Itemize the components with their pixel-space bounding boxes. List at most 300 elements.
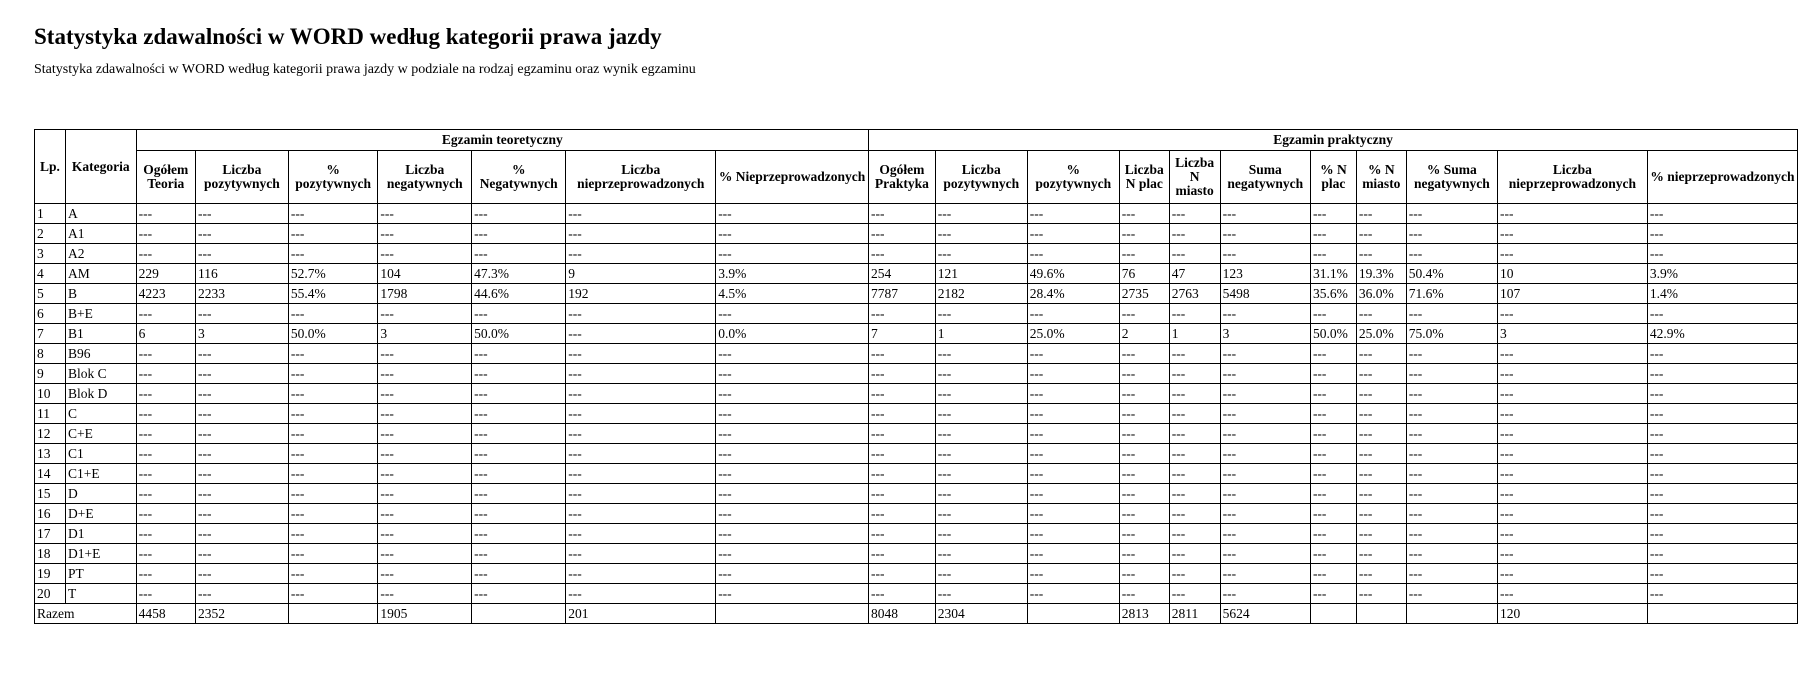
data-cell: --- <box>566 344 716 364</box>
data-cell: --- <box>1647 384 1797 404</box>
total-cell: 201 <box>566 604 716 624</box>
data-cell: --- <box>1647 364 1797 384</box>
page-subtitle: Statystyka zdawalności w WORD według kategorii prawa jazdy w podziale na rodzaj egzaminu oraz wynik egzaminu <box>34 62 696 77</box>
data-cell: --- <box>716 464 869 484</box>
data-cell: --- <box>869 244 936 264</box>
data-cell: 35.6% <box>1310 284 1356 304</box>
data-cell: --- <box>1169 464 1220 484</box>
data-cell: --- <box>935 304 1027 324</box>
data-cell: --- <box>378 544 472 564</box>
data-cell: 3 <box>1220 324 1310 344</box>
data-cell: --- <box>935 384 1027 404</box>
data-cell: --- <box>1220 224 1310 244</box>
total-cell: 2352 <box>195 604 288 624</box>
data-cell: --- <box>472 364 566 384</box>
col-header-p-ppoz: % pozytywnych <box>1027 151 1119 204</box>
data-cell: --- <box>935 504 1027 524</box>
data-cell: --- <box>288 444 378 464</box>
data-cell: --- <box>1027 304 1119 324</box>
row-number: 18 <box>35 544 66 564</box>
data-cell: --- <box>1406 424 1497 444</box>
data-cell: 5498 <box>1220 284 1310 304</box>
data-cell: 2233 <box>195 284 288 304</box>
data-cell: --- <box>1647 564 1797 584</box>
data-cell: --- <box>136 524 195 544</box>
data-cell: --- <box>1310 224 1356 244</box>
total-cell: 2813 <box>1119 604 1169 624</box>
col-header-p-pnplac: % N plac <box>1310 151 1356 204</box>
data-cell: --- <box>1406 584 1497 604</box>
data-cell: --- <box>472 424 566 444</box>
category-cell: D+E <box>65 504 136 524</box>
data-cell: --- <box>1169 224 1220 244</box>
data-cell: --- <box>566 444 716 464</box>
data-cell: 3 <box>195 324 288 344</box>
category-cell: B1 <box>65 324 136 344</box>
category-cell: AM <box>65 264 136 284</box>
data-cell: --- <box>1027 504 1119 524</box>
data-cell: --- <box>1356 424 1406 444</box>
data-cell: --- <box>935 404 1027 424</box>
data-cell: --- <box>1119 444 1169 464</box>
data-cell: --- <box>136 204 195 224</box>
data-cell: --- <box>1119 524 1169 544</box>
data-cell: --- <box>1169 524 1220 544</box>
total-cell: 5624 <box>1220 604 1310 624</box>
data-cell: --- <box>1310 244 1356 264</box>
row-number: 14 <box>35 464 66 484</box>
data-cell: 3.9% <box>716 264 869 284</box>
data-cell: --- <box>288 564 378 584</box>
data-cell: 76 <box>1119 264 1169 284</box>
data-cell: --- <box>1497 424 1647 444</box>
data-cell: --- <box>1220 524 1310 544</box>
data-cell: --- <box>288 304 378 324</box>
category-cell: Blok C <box>65 364 136 384</box>
data-cell: 3 <box>1497 324 1647 344</box>
total-cell <box>472 604 566 624</box>
data-cell: --- <box>935 544 1027 564</box>
data-cell: --- <box>1647 224 1797 244</box>
data-cell: --- <box>1497 244 1647 264</box>
data-cell: --- <box>378 404 472 424</box>
data-cell: --- <box>935 464 1027 484</box>
data-cell: --- <box>136 584 195 604</box>
row-number: 15 <box>35 484 66 504</box>
data-cell: --- <box>1497 544 1647 564</box>
data-cell: --- <box>869 344 936 364</box>
data-cell: --- <box>288 524 378 544</box>
data-cell: --- <box>869 304 936 324</box>
col-header-p-sumaneg: Suma negatywnych <box>1220 151 1310 204</box>
data-cell: --- <box>1647 244 1797 264</box>
col-header-p-psumaneg: % Suma negatywnych <box>1406 151 1497 204</box>
data-cell: 9 <box>566 264 716 284</box>
data-cell: --- <box>1356 404 1406 424</box>
data-cell: --- <box>378 564 472 584</box>
data-cell: --- <box>566 224 716 244</box>
data-cell: --- <box>378 224 472 244</box>
data-cell: 25.0% <box>1027 324 1119 344</box>
row-number: 7 <box>35 324 66 344</box>
data-cell: --- <box>136 544 195 564</box>
data-cell: --- <box>472 344 566 364</box>
data-cell: --- <box>935 484 1027 504</box>
data-cell: --- <box>195 444 288 464</box>
data-cell: 55.4% <box>288 284 378 304</box>
total-cell: 1905 <box>378 604 472 624</box>
col-header-p-pniep: % nieprzeprowadzonych <box>1647 151 1797 204</box>
col-header-t-neg: Liczba negatywnych <box>378 151 472 204</box>
data-cell: --- <box>472 544 566 564</box>
col-header-p-nplac: Liczba N plac <box>1119 151 1169 204</box>
row-number: 12 <box>35 424 66 444</box>
data-cell: --- <box>566 244 716 264</box>
data-cell: --- <box>1356 344 1406 364</box>
data-cell: --- <box>1169 344 1220 364</box>
data-cell: --- <box>1027 444 1119 464</box>
row-number: 17 <box>35 524 66 544</box>
data-cell: --- <box>566 364 716 384</box>
data-cell: --- <box>1119 464 1169 484</box>
data-cell: --- <box>1119 384 1169 404</box>
data-cell: 75.0% <box>1406 324 1497 344</box>
data-cell: --- <box>1169 244 1220 264</box>
data-cell: --- <box>378 344 472 364</box>
data-cell: 254 <box>869 264 936 284</box>
data-cell: --- <box>869 384 936 404</box>
data-cell: --- <box>1119 344 1169 364</box>
data-cell: --- <box>378 244 472 264</box>
data-cell: --- <box>1310 564 1356 584</box>
col-header-p-ogolem: Ogółem Praktyka <box>869 151 936 204</box>
data-cell: --- <box>1356 564 1406 584</box>
data-cell: --- <box>1497 404 1647 424</box>
data-cell: --- <box>1027 524 1119 544</box>
data-cell: --- <box>935 444 1027 464</box>
data-cell: --- <box>1027 244 1119 264</box>
group-header-praktyka: Egzamin praktyczny <box>869 130 1798 151</box>
table-row <box>35 524 1798 544</box>
total-cell: 2304 <box>935 604 1027 624</box>
data-cell: --- <box>1406 304 1497 324</box>
category-cell: B96 <box>65 344 136 364</box>
data-cell: --- <box>1220 464 1310 484</box>
total-cell <box>716 604 869 624</box>
total-cell <box>1647 604 1797 624</box>
data-cell: --- <box>935 524 1027 544</box>
data-cell: --- <box>1169 544 1220 564</box>
data-cell: --- <box>1497 384 1647 404</box>
data-cell: --- <box>1647 544 1797 564</box>
data-cell: --- <box>1027 424 1119 444</box>
data-cell: --- <box>1356 464 1406 484</box>
data-cell: 25.0% <box>1356 324 1406 344</box>
data-cell: --- <box>1406 364 1497 384</box>
data-cell: 7 <box>869 324 936 344</box>
data-cell: --- <box>288 344 378 364</box>
data-cell: --- <box>378 464 472 484</box>
data-cell: --- <box>1119 404 1169 424</box>
data-cell: --- <box>869 484 936 504</box>
data-cell: --- <box>1310 444 1356 464</box>
data-cell: --- <box>472 244 566 264</box>
data-cell: --- <box>1647 464 1797 484</box>
data-cell: --- <box>1119 204 1169 224</box>
data-cell: --- <box>1647 444 1797 464</box>
data-cell: 6 <box>136 324 195 344</box>
data-cell: --- <box>869 564 936 584</box>
data-cell: --- <box>136 484 195 504</box>
row-number: 16 <box>35 504 66 524</box>
col-header-kategoria: Kategoria <box>65 130 136 204</box>
data-cell: 50.0% <box>288 324 378 344</box>
col-header-t-ppoz: % pozytywnych <box>288 151 378 204</box>
data-cell: --- <box>1497 524 1647 544</box>
data-cell: --- <box>1220 204 1310 224</box>
data-cell: --- <box>935 424 1027 444</box>
data-cell: --- <box>935 204 1027 224</box>
stats-table <box>34 129 1798 624</box>
data-cell: --- <box>716 404 869 424</box>
data-cell: --- <box>716 224 869 244</box>
data-cell: --- <box>1119 244 1169 264</box>
page-header <box>34 20 734 81</box>
data-cell: --- <box>1647 504 1797 524</box>
data-cell: --- <box>1647 484 1797 504</box>
category-cell: Blok D <box>65 384 136 404</box>
data-cell: --- <box>1497 344 1647 364</box>
data-cell: --- <box>1119 424 1169 444</box>
row-number: 10 <box>35 384 66 404</box>
data-cell: --- <box>136 304 195 324</box>
table-row <box>35 384 1798 404</box>
data-cell: --- <box>935 364 1027 384</box>
row-number: 3 <box>35 244 66 264</box>
data-cell: --- <box>1220 384 1310 404</box>
data-cell: --- <box>1647 344 1797 364</box>
data-cell: 50.0% <box>472 324 566 344</box>
data-cell: --- <box>195 304 288 324</box>
data-cell: --- <box>716 384 869 404</box>
data-cell: 2182 <box>935 284 1027 304</box>
data-cell: --- <box>1027 384 1119 404</box>
data-cell: --- <box>1220 484 1310 504</box>
data-cell: --- <box>136 564 195 584</box>
data-cell: --- <box>1406 384 1497 404</box>
data-cell: --- <box>1310 364 1356 384</box>
data-cell: --- <box>1406 244 1497 264</box>
data-cell: --- <box>566 564 716 584</box>
col-header-p-niep: Liczba nieprzeprowadzonych <box>1497 151 1647 204</box>
data-cell: 123 <box>1220 264 1310 284</box>
data-cell: --- <box>195 504 288 524</box>
data-cell: --- <box>1310 504 1356 524</box>
data-cell: --- <box>288 424 378 444</box>
data-cell: --- <box>869 364 936 384</box>
data-cell: --- <box>1356 204 1406 224</box>
data-cell: --- <box>935 344 1027 364</box>
data-cell: 1 <box>935 324 1027 344</box>
data-cell: 47 <box>1169 264 1220 284</box>
data-cell: --- <box>195 564 288 584</box>
data-cell: --- <box>1497 204 1647 224</box>
data-cell: --- <box>1356 304 1406 324</box>
category-cell: PT <box>65 564 136 584</box>
data-cell: --- <box>1356 364 1406 384</box>
data-cell: --- <box>1169 384 1220 404</box>
data-cell: --- <box>378 364 472 384</box>
data-cell: --- <box>1647 524 1797 544</box>
data-cell: --- <box>136 244 195 264</box>
col-header-t-pneg: % Negatywnych <box>472 151 566 204</box>
data-cell: --- <box>1220 404 1310 424</box>
data-cell: --- <box>288 204 378 224</box>
data-cell: --- <box>716 424 869 444</box>
table-row <box>35 464 1798 484</box>
data-cell: --- <box>1497 224 1647 244</box>
data-cell: --- <box>472 204 566 224</box>
table-row <box>35 404 1798 424</box>
data-cell: 2763 <box>1169 284 1220 304</box>
data-cell: --- <box>378 524 472 544</box>
data-cell: --- <box>1310 304 1356 324</box>
data-cell: --- <box>472 464 566 484</box>
data-cell: --- <box>288 544 378 564</box>
data-cell: 52.7% <box>288 264 378 284</box>
data-cell: --- <box>1310 384 1356 404</box>
data-cell: --- <box>1497 504 1647 524</box>
category-cell: T <box>65 584 136 604</box>
data-cell: --- <box>1406 204 1497 224</box>
data-cell: --- <box>1220 584 1310 604</box>
data-cell: --- <box>1310 464 1356 484</box>
data-cell: --- <box>716 524 869 544</box>
data-cell: --- <box>1220 424 1310 444</box>
data-cell: --- <box>378 424 472 444</box>
total-cell: 4458 <box>136 604 195 624</box>
data-cell: --- <box>378 484 472 504</box>
data-cell: 36.0% <box>1356 284 1406 304</box>
data-cell: --- <box>1169 404 1220 424</box>
category-cell: C+E <box>65 424 136 444</box>
data-cell: --- <box>1027 344 1119 364</box>
data-cell: --- <box>1406 224 1497 244</box>
data-cell: --- <box>869 424 936 444</box>
data-cell: --- <box>136 404 195 424</box>
row-number: 4 <box>35 264 66 284</box>
data-cell: --- <box>1169 424 1220 444</box>
data-cell: 49.6% <box>1027 264 1119 284</box>
data-cell: --- <box>716 444 869 464</box>
table-row <box>35 484 1798 504</box>
data-cell: --- <box>195 224 288 244</box>
total-cell: 120 <box>1497 604 1647 624</box>
data-cell: --- <box>566 504 716 524</box>
data-cell: --- <box>1356 524 1406 544</box>
group-header-teoria: Egzamin teoretyczny <box>136 130 868 151</box>
table-row <box>35 444 1798 464</box>
data-cell: --- <box>1406 484 1497 504</box>
data-cell: 4.5% <box>716 284 869 304</box>
data-cell: --- <box>195 384 288 404</box>
data-cell: 104 <box>378 264 472 284</box>
row-number: 9 <box>35 364 66 384</box>
table-row <box>35 304 1798 324</box>
data-cell: --- <box>195 424 288 444</box>
row-number: 11 <box>35 404 66 424</box>
data-cell: --- <box>1169 564 1220 584</box>
data-cell: --- <box>869 464 936 484</box>
data-cell: --- <box>716 504 869 524</box>
data-cell: 2735 <box>1119 284 1169 304</box>
data-cell: 107 <box>1497 284 1647 304</box>
col-header-p-poz: Liczba pozytywnych <box>935 151 1027 204</box>
total-cell <box>1310 604 1356 624</box>
data-cell: --- <box>869 504 936 524</box>
col-header-t-ogolem: Ogółem Teoria <box>136 151 195 204</box>
table-row <box>35 324 1798 344</box>
data-cell: --- <box>1310 544 1356 564</box>
data-cell: --- <box>716 584 869 604</box>
data-cell: 121 <box>935 264 1027 284</box>
row-number: 20 <box>35 584 66 604</box>
total-label: Razem <box>35 604 137 624</box>
total-cell <box>1027 604 1119 624</box>
data-cell: --- <box>1220 304 1310 324</box>
data-cell: --- <box>1169 584 1220 604</box>
data-cell: --- <box>716 244 869 264</box>
data-cell: --- <box>716 484 869 504</box>
category-cell: C <box>65 404 136 424</box>
data-cell: --- <box>472 304 566 324</box>
data-cell: --- <box>288 364 378 384</box>
data-cell: --- <box>566 204 716 224</box>
data-cell: --- <box>566 544 716 564</box>
col-header-t-poz: Liczba pozytywnych <box>195 151 288 204</box>
data-cell: --- <box>1119 224 1169 244</box>
data-cell: 19.3% <box>1356 264 1406 284</box>
row-number: 13 <box>35 444 66 464</box>
data-cell: --- <box>288 384 378 404</box>
data-cell: 31.1% <box>1310 264 1356 284</box>
data-cell: --- <box>472 484 566 504</box>
total-row <box>35 604 1798 624</box>
table-body <box>35 204 1798 624</box>
data-cell: --- <box>716 564 869 584</box>
data-cell: --- <box>935 564 1027 584</box>
category-cell: A2 <box>65 244 136 264</box>
data-cell: --- <box>716 344 869 364</box>
data-cell: --- <box>378 584 472 604</box>
data-cell: --- <box>869 224 936 244</box>
table-row <box>35 244 1798 264</box>
category-cell: A1 <box>65 224 136 244</box>
data-cell: --- <box>1356 224 1406 244</box>
table-row <box>35 584 1798 604</box>
data-cell: --- <box>136 504 195 524</box>
table-row <box>35 204 1798 224</box>
data-cell: --- <box>869 544 936 564</box>
data-cell: --- <box>195 404 288 424</box>
data-cell: --- <box>1027 564 1119 584</box>
table-row <box>35 564 1798 584</box>
row-number: 2 <box>35 224 66 244</box>
table-row <box>35 504 1798 524</box>
data-cell: --- <box>1406 444 1497 464</box>
data-cell: 42.9% <box>1647 324 1797 344</box>
total-cell: 2811 <box>1169 604 1220 624</box>
